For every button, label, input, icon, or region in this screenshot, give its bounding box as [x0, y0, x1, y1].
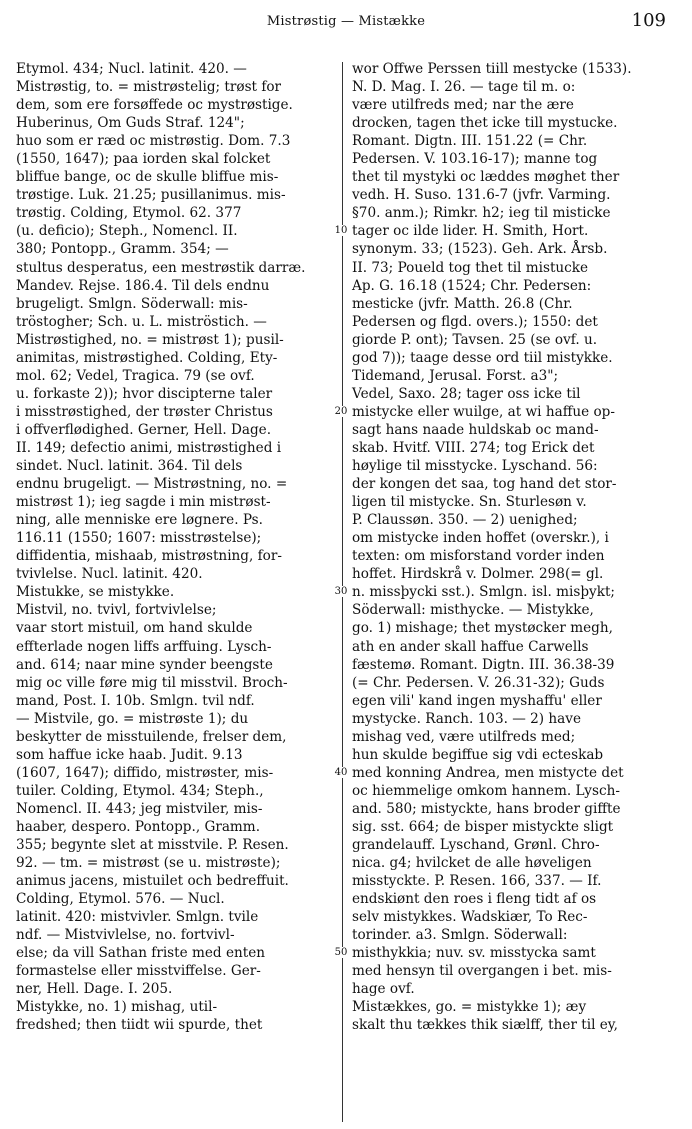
- text-line: god 7)); taage desse ord tiil mistykke.: [352, 349, 613, 366]
- text-line: Mistukke, se mistykke.: [16, 584, 175, 601]
- text-line: ath en ander skall haffue Carwells: [352, 638, 589, 655]
- text-line: Romant. Digtn. III. 151.22 (= Chr.: [352, 133, 588, 150]
- text-line: wor Offwe Perssen tiill mestycke (1533).: [352, 61, 632, 77]
- text-line: mystycke. Ranch. 103. — 2) have: [352, 710, 582, 727]
- line-number: 50: [331, 947, 351, 958]
- text-line: mistycke eller wuilge, at wi haffue op-: [352, 403, 615, 420]
- text-line: Mistækkes, go. = mistykke 1); æy: [352, 999, 587, 1016]
- text-line: trøstig. Colding, Etymol. 62. 377: [16, 205, 242, 222]
- text-line: and. 614; naar mine synder beengste: [16, 656, 273, 673]
- text-line: Etymol. 434; Nucl. latinit. 420. —: [16, 61, 247, 77]
- text-line: endskiønt den roes i fleng tidt af os: [352, 891, 597, 908]
- text-line: mig oc ville føre mig til misstvil. Broch-: [16, 674, 288, 691]
- text-line: brugeligt. Smlgn. Söderwall: mis-: [16, 295, 248, 312]
- running-head: Mistrøstig — Mistække: [266, 14, 426, 29]
- text-line: N. D. Mag. I. 26. — tage til m. o:: [352, 79, 576, 96]
- text-line: oc hiemmelige omkom hannem. Lysch-: [352, 782, 620, 799]
- text-line: misstyckte. P. Resen. 166, 337. — If.: [352, 873, 602, 890]
- text-line: vedh. H. Suso. 131.6-7 (jvfr. Varming.: [352, 187, 611, 204]
- text-line: mol. 62; Vedel, Tragica. 79 (se ovf.: [16, 367, 255, 384]
- text-line: Vedel, Saxo. 28; tager oss icke til: [352, 385, 581, 402]
- text-line: fæstemø. Romant. Digtn. III. 36.38-39: [352, 656, 615, 673]
- text-line: sindet. Nucl. latinit. 364. Til dels: [16, 458, 243, 475]
- page-header: [0, 6, 692, 36]
- text-line: ner, Hell. Dage. I. 205.: [16, 981, 173, 998]
- text-line: mesticke (jvfr. Matth. 26.8 (Chr.: [352, 295, 573, 312]
- left-column: [16, 60, 334, 1035]
- line-number: 10: [331, 225, 351, 236]
- text-line: beskytter de misstuilende, frelser dem,: [16, 728, 287, 745]
- text-line: tvivlelse. Nucl. latinit. 420.: [16, 566, 203, 583]
- text-line: bliffue bange, oc de skulle bliffue mis-: [16, 169, 279, 186]
- text-line: grandelauff. Lyschand, Grønl. Chro-: [352, 837, 600, 854]
- text-line: giorde P. ont); Tavsen. 25 (se ovf. u.: [352, 331, 598, 348]
- text-line: animus jacens, mistuilet och bedreffuit.: [16, 873, 289, 890]
- text-line: mishag ved, være utilfreds med;: [352, 728, 576, 745]
- text-line: dem, som ere forsøffede oc mystrøstige.: [16, 97, 293, 114]
- text-line: selv mistykkes. Wadskiær, To Rec-: [352, 909, 588, 926]
- text-line: Mistrøstig, to. = mistrøstelig; trøst for: [16, 79, 282, 96]
- line-number: 40: [331, 767, 351, 778]
- text-line: torinder. a3. Smlgn. Söderwall:: [352, 927, 568, 944]
- text-line: 116.11 (1550; 1607: misstrøstelse);: [16, 530, 262, 547]
- text-line: — Mistvile, go. = mistrøste 1); du: [16, 710, 249, 727]
- text-line: 380; Pontopp., Gramm. 354; —: [16, 241, 229, 258]
- text-line: Huberinus, Om Guds Straf. 124";: [16, 115, 245, 132]
- text-line: i offverflødighed. Gerner, Hell. Dage.: [16, 421, 272, 438]
- text-line: synonym. 33; (1523). Geh. Ark. Årsb.: [352, 241, 608, 258]
- text-line: II. 73; Poueld tog thet til mistucke: [352, 259, 589, 276]
- text-line: 92. — tm. = mistrøst (se u. mistrøste);: [16, 855, 281, 872]
- text-line: stultus desperatus, een mestrøstik darræ.: [16, 259, 306, 276]
- text-line: hage ovf.: [352, 981, 415, 998]
- text-line: thet til mystyki oc læddes møghet ther: [352, 169, 620, 186]
- text-line: der kongen det saa, tog hand det stor-: [352, 476, 617, 493]
- text-line: nica. g4; hvilcket de alle høveligen: [352, 855, 592, 872]
- right-column: [352, 60, 672, 1035]
- text-line: effterlade nogen liffs arffuing. Lysch-: [16, 638, 272, 655]
- text-line: animitas, mistrøstighed. Colding, Ety-: [16, 349, 278, 366]
- text-line: fredshed; then tiidt wii spurde, thet: [16, 1017, 263, 1034]
- text-line: §70. anm.); Rimkr. h2; ieg til misticke: [352, 205, 611, 222]
- text-line: vaar stort mistuil, om hand skulde: [16, 620, 253, 637]
- text-line: II. 149; defectio animi, mistrøstighed i: [16, 439, 282, 456]
- text-line: u. forkaste 2)); hvor discipterne taler: [16, 385, 273, 402]
- text-line: ning, alle menniske ere løgnere. Ps.: [16, 512, 263, 529]
- text-line: and. 580; mistyckte, hans broder giffte: [352, 800, 621, 817]
- text-line: Nomencl. II. 443; jeg mistviler, mis-: [16, 800, 263, 817]
- text-line: hoffet. Hirdskrå v. Dolmer. 298(= gl.: [352, 566, 604, 583]
- text-line: skalt thu tækkes thik siælff, ther til ey,: [352, 1017, 618, 1034]
- text-line: 355; begynte slet at misstvile. P. Resen.: [16, 837, 289, 854]
- text-line: mand, Post. I. 10b. Smlgn. tvil ndf.: [16, 692, 255, 709]
- text-line: Colding, Etymol. 576. — Nucl.: [16, 891, 225, 908]
- text-line: Ap. G. 16.18 (1524; Chr. Pedersen:: [352, 277, 592, 294]
- text-line: latinit. 420: mistvivler. Smlgn. tvile: [16, 909, 259, 926]
- text-line: tuiler. Colding, Etymol. 434; Steph.,: [16, 782, 264, 799]
- page-number: 109: [631, 10, 666, 31]
- line-number: 30: [331, 586, 351, 597]
- text-line: haaber, despero. Pontopp., Gramm.: [16, 818, 261, 835]
- text-line: Mandev. Rejse. 186.4. Til dels endnu: [16, 277, 270, 294]
- text-line: (1607, 1647); diffido, mistrøster, mis-: [16, 764, 274, 781]
- text-line: (u. deficio); Steph., Nomencl. II.: [16, 223, 238, 240]
- text-line: tröstogher; Sch. u. L. miströstich. —: [16, 313, 267, 330]
- text-line: go. 1) mishage; thet mystøcker megh,: [352, 620, 613, 637]
- text-line: skab. Hvitf. VIII. 274; tog Erick det: [352, 439, 595, 456]
- text-line: som haffue icke haab. Judit. 9.13: [16, 746, 243, 763]
- text-line: i misstrøstighed, der trøster Christus: [16, 403, 273, 420]
- text-line: hun skulde begiffue sig vdi ecteskab: [352, 746, 604, 763]
- text-line: om mistycke inden hoffet (overskr.), i: [352, 530, 609, 547]
- text-line: sig. sst. 664; de bisper mistyckte sligt: [352, 818, 614, 835]
- text-line: ligen til mistycke. Sn. Sturlesøn v.: [352, 494, 587, 511]
- text-line: huo som er ræd oc mistrøstig. Dom. 7.3: [16, 133, 291, 150]
- text-line: diffidentia, mishaab, mistrøstning, for-: [16, 548, 282, 565]
- text-line: Mistrøstighed, no. = mistrøst 1); pusil-: [16, 331, 284, 348]
- text-line: misthykkia; nuv. sv. misstycka samt: [352, 945, 596, 962]
- text-line: med konning Andrea, men mistycte det: [352, 764, 624, 781]
- text-line: formastelse eller misstviffelse. Ger-: [16, 963, 261, 980]
- text-line: trøstige. Luk. 21.25; pusillanimus. mis-: [16, 187, 286, 204]
- text-line: texten: om misforstand vorder inden: [352, 548, 605, 565]
- text-line: mistrøst 1); ieg sagde i min mistrøst-: [16, 494, 271, 511]
- text-line: (1550, 1647); paa iorden skal folcket: [16, 151, 271, 168]
- text-line: Pedersen og flgd. overs.); 1550: det: [352, 313, 598, 330]
- line-number: 20: [331, 406, 351, 417]
- text-line: Pedersen. V. 103.16-17); manne tog: [352, 151, 598, 168]
- text-line: egen vili' kand ingen myshaffu' eller: [352, 692, 602, 709]
- text-line: n. missþycki sst.). Smlgn. isl. misþykt;: [352, 584, 616, 601]
- text-line: (= Chr. Pedersen. V. 26.31-32); Guds: [352, 674, 605, 691]
- text-line: P. Claussøn. 350. — 2) uenighed;: [352, 512, 578, 529]
- text-line: else; da vill Sathan friste med enten: [16, 945, 266, 962]
- text-line: Söderwall: misthycke. — Mistykke,: [352, 602, 594, 619]
- text-line: tager oc ilde lider. H. Smith, Hort.: [352, 223, 589, 240]
- text-line: ndf. — Mistvivlelse, no. fortvivl-: [16, 927, 235, 944]
- text-line: endnu brugeligt. — Mistrøstning, no. =: [16, 476, 288, 493]
- text-line: høylige til misstycke. Lyschand. 56:: [352, 458, 598, 475]
- text-line: være utilfreds med; nar the ære: [352, 97, 574, 114]
- text-line: Mistykke, no. 1) mishag, util-: [16, 999, 218, 1016]
- text-line: Tidemand, Jerusal. Forst. a3";: [352, 367, 559, 384]
- text-line: drocken, tagen thet icke till mystucke.: [352, 115, 618, 132]
- text-line: sagt hans naade huldskab oc mand-: [352, 421, 599, 438]
- text-line: Mistvil, no. tvivl, fortvivlelse;: [16, 602, 217, 619]
- text-line: med hensyn til overgangen i bet. mis-: [352, 963, 612, 980]
